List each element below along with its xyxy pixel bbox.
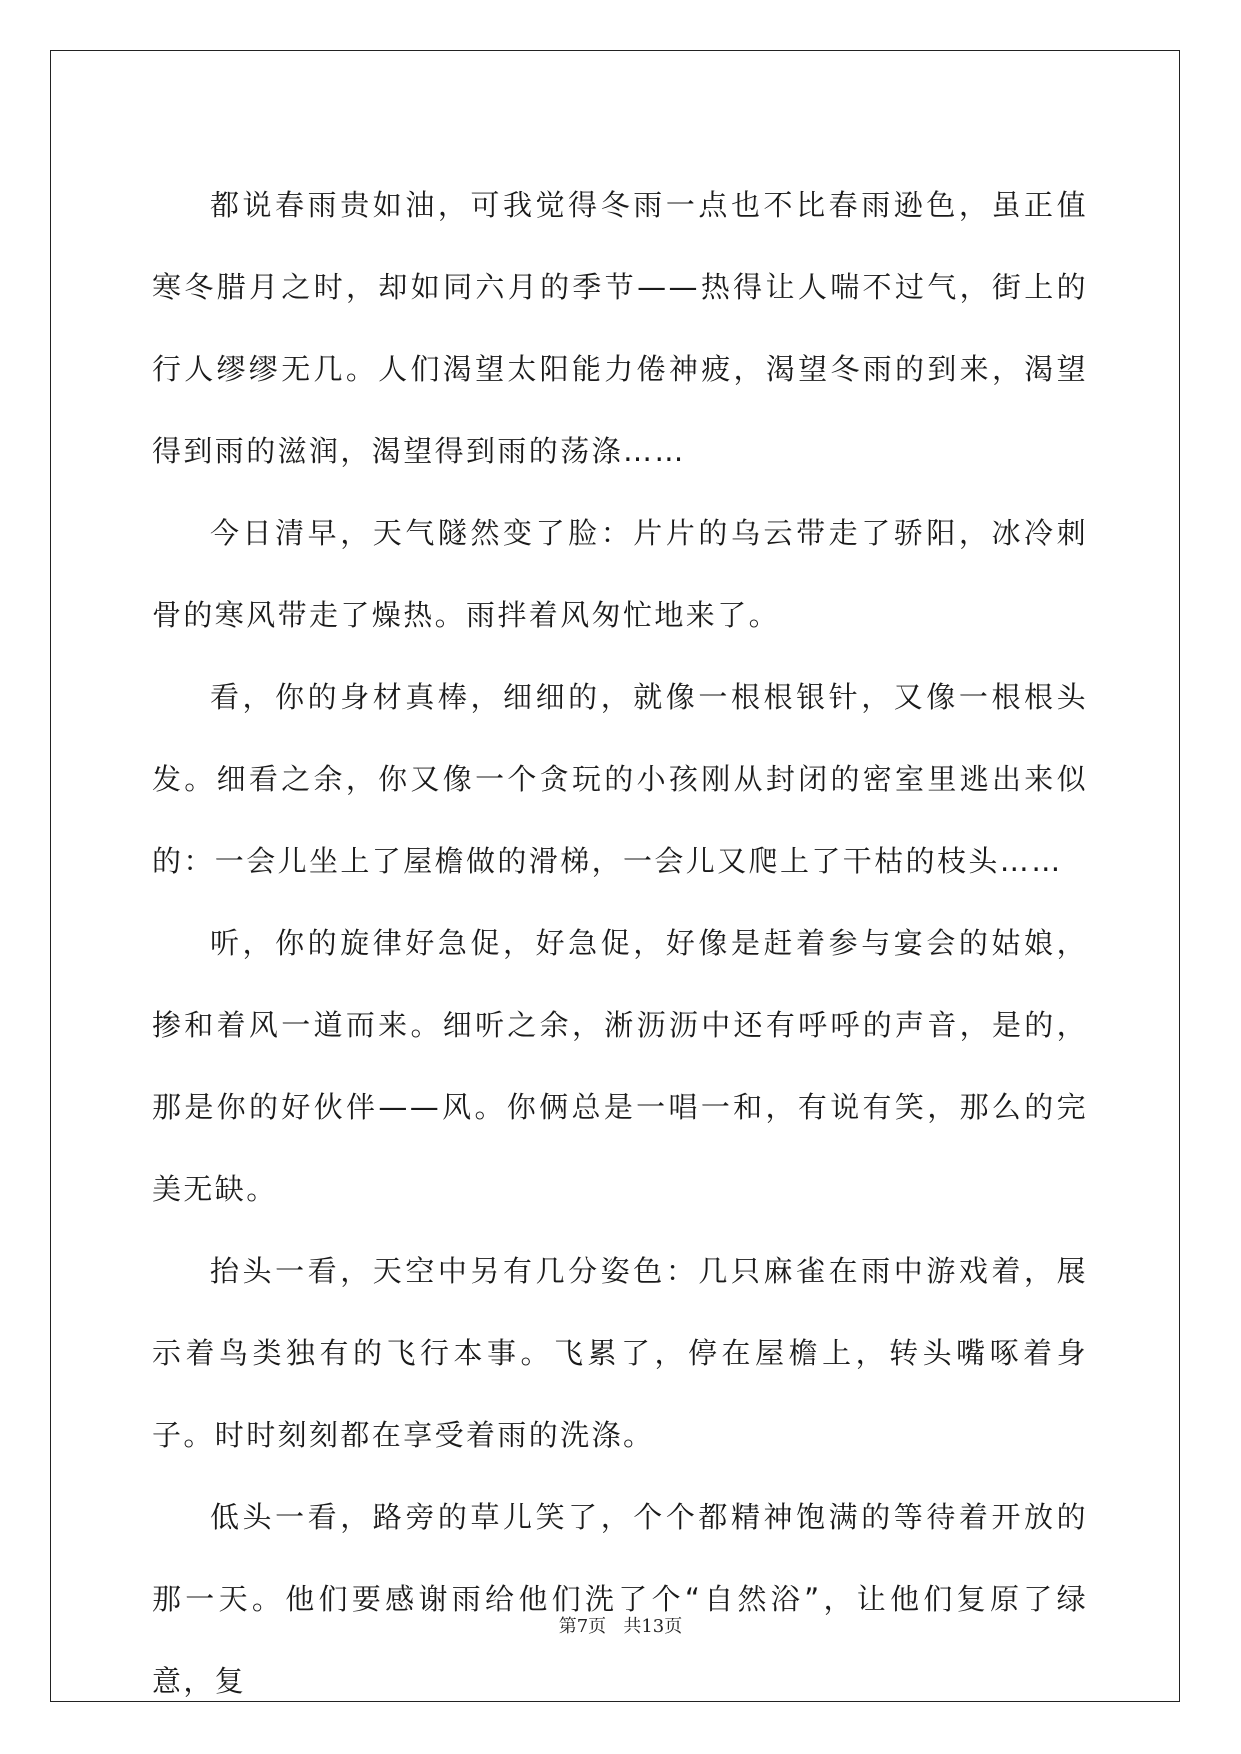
page-footer	[0, 1612, 1241, 1638]
paragraph-5: 抬头一看，天空中另有几分姿色：几只麻雀在雨中游戏着，展示着鸟类独有的飞行本事。飞累了，停在屋檐上，转头嘴啄着身子。时时刻刻都在享受着雨的洗涤。	[152, 1254, 1088, 1452]
paragraph-6: 低头一看，路旁的草儿笑了，个个都精神饱满的等待着开放的那一天。他们要感谢雨给他们洗了个“自然浴”，让他们复原了绿意，复	[152, 1500, 1088, 1698]
paragraph-4: 听，你的旋律好急促，好急促，好像是赶着参与宴会的姑娘，掺和着风一道而来。细听之余，淅沥沥中还有呼呼的声音，是的，那是你的好伙伴——风。你俩总是一唱一和，有说有笑，那么的完美无缺。	[152, 926, 1088, 1206]
document-body	[152, 164, 1088, 1722]
page-number: 第7页	[558, 1616, 607, 1637]
paragraph-2: 今日清早，天气隧然变了脸：片片的乌云带走了骄阳，冰冷刺骨的寒风带走了燥热。雨拌着风匆忙地来了。	[152, 516, 1088, 632]
paragraph-3: 看，你的身材真棒，细细的，就像一根根银针，又像一根根头发。细看之余，你又像一个贪玩的小孩刚从封闭的密室里逃出来似的：一会儿坐上了屋檐做的滑梯，一会儿又爬上了干枯的枝头……	[152, 680, 1088, 878]
footer-spacer	[606, 1616, 623, 1637]
paragraph-1: 都说春雨贵如油，可我觉得冬雨一点也不比春雨逊色，虽正值寒冬腊月之时，却如同六月的季节——热得让人喘不过气，街上的行人缪缪无几。人们渴望太阳能力倦神疲，渴望冬雨的到来，渴望得到雨的滋润，渴望得到雨的荡涤……	[152, 188, 1088, 468]
total-pages: 共13页	[623, 1616, 683, 1637]
